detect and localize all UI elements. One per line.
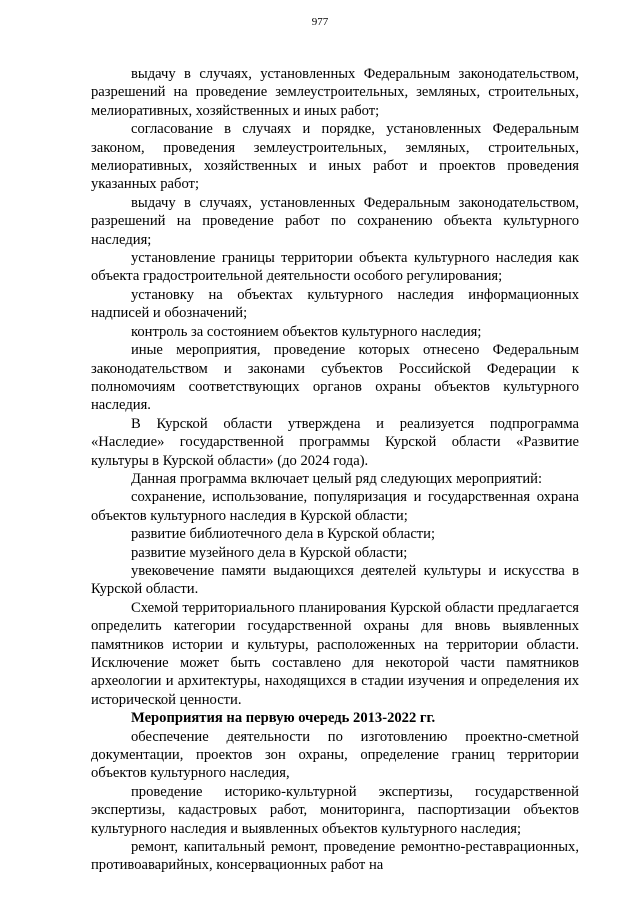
paragraph: развитие библиотечного дела в Курской области;	[131, 526, 436, 543]
paragraph: выдачу в случаях, установленных Федеральным законодательством, разрешений на проведение работ по сохранению объекта культурного наследия;	[91, 194, 579, 248]
section-heading: Мероприятия на первую очередь 2013-2022 гг.	[131, 710, 436, 727]
paragraph: ремонт, капитальный ремонт, проведение ремонтно-реставрационных, противоаварийных, консервационных работ на	[91, 839, 579, 874]
paragraph: согласование в случаях и порядке, установленных Федеральным законом, проведения землеустроительных, земляных, строительных, мелиоративных, хозяйственных и иных работ и проектов проведения указанных работ;	[91, 121, 579, 193]
document-body	[91, 65, 579, 875]
paragraph: Данная программа включает целый ряд следующих мероприятий:	[131, 470, 543, 487]
paragraph: Схемой территориального планирования Курской области предлагается определить категории государственной охраны для вновь выявленных памятников истории и культуры, расположенных на территории области. Исключение может быть составлено для некоторой части памятников археологии и архитектуры, находящихся в стадии изучения и определения их исторической ценности.	[91, 599, 579, 708]
paragraph: установку на объектах культурного наследия информационных надписей и обозначений;	[91, 286, 579, 322]
paragraph: сохранение, использование, популяризация и государственная охрана объектов культурного наследия в Курской области;	[91, 489, 579, 524]
paragraph: увековечение памяти выдающихся деятелей культуры и искусства в Курской области.	[91, 562, 579, 598]
paragraph: В Курской области утверждена и реализуется подпрограмма «Наследие» государственной программы Курской области «Развитие культуры в Курской области» (до 2024 года).	[91, 415, 579, 469]
page-number: 977	[311, 16, 329, 28]
paragraph: установление границы территории объекта культурного наследия как объекта градостроительной деятельности особого регулирования;	[91, 250, 579, 285]
paragraph: развитие музейного дела в Курской области;	[131, 544, 408, 561]
paragraph: обеспечение деятельности по изготовлению проектно-сметной документации, проектов зон охраны, определение границ территории объектов культурного наследия,	[91, 728, 579, 782]
paragraph: иные мероприятия, проведение которых отнесено Федеральным законодательством и законами субъектов Российской Федерации к полномочиям соответствующих органов охраны объектов культурного наследия.	[91, 342, 579, 414]
paragraph: проведение историко-культурной экспертизы, государственной экспертизы, кадастровых работ, мониторинга, паспортизации объектов культурного наследия и выявленных объектов культурного наследия;	[91, 783, 579, 837]
paragraph: выдачу в случаях, установленных Федеральным законодательством, разрешений на проведение землеустроительных, земляных, строительных, мелиоративных, хозяйственных и иных работ;	[91, 66, 579, 119]
paragraph: контроль за состоянием объектов культурного наследия;	[131, 323, 482, 340]
